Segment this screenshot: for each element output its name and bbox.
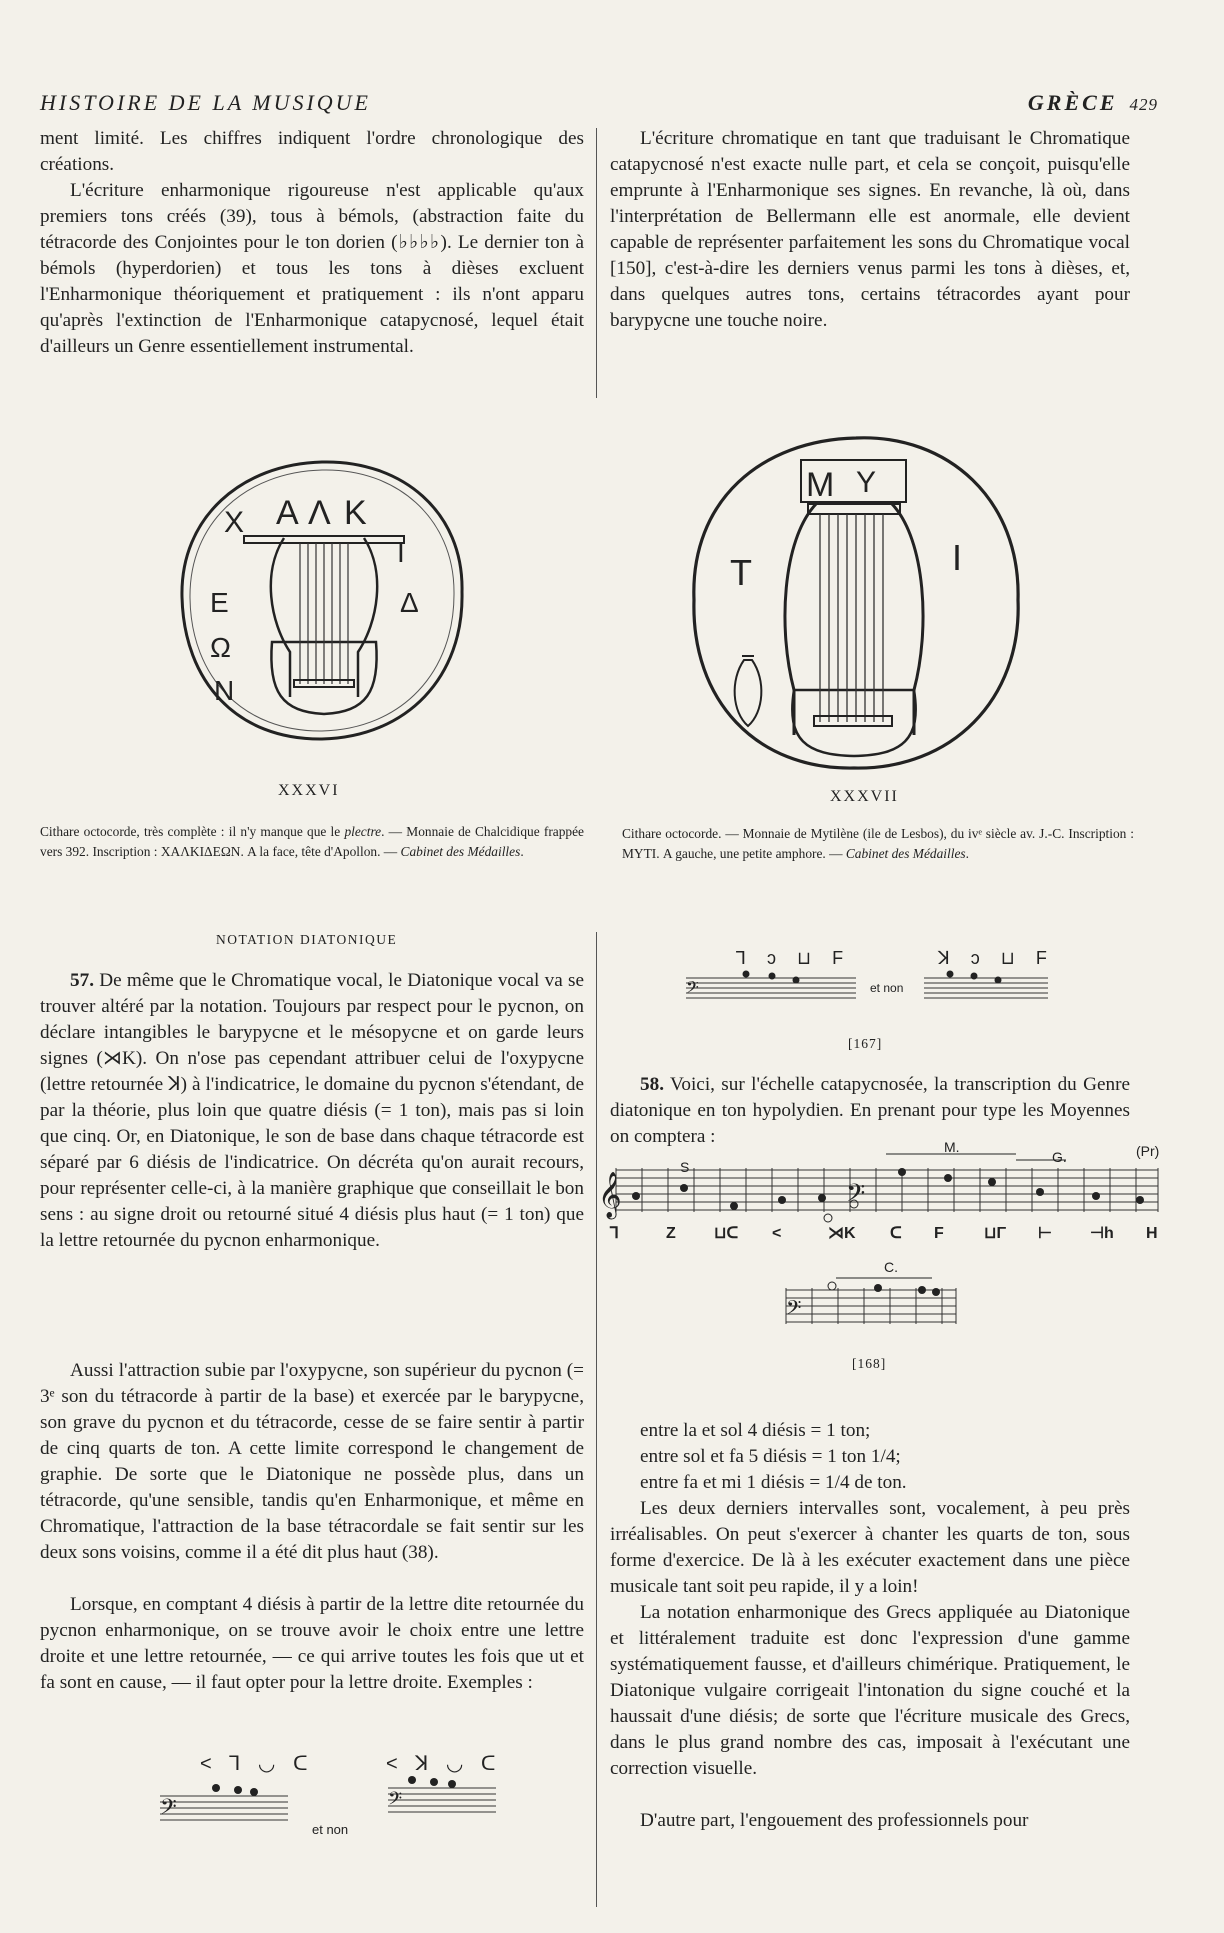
scale-mark: G.: [1052, 1149, 1067, 1165]
running-header-title: HISTOIRE DE LA MUSIQUE: [40, 90, 371, 115]
scale-sign: H: [1146, 1225, 1158, 1242]
scale-mark: S: [680, 1159, 690, 1175]
coin-letter: Υ: [856, 466, 877, 499]
scale-sign: Z: [666, 1225, 676, 1242]
figure-label-167: [167]: [848, 1036, 883, 1051]
scale-sign: <: [772, 1225, 782, 1242]
coin-letter: Τ: [730, 552, 752, 593]
scale-mark: M.: [944, 1139, 960, 1155]
scale-sign: ꓶ: [610, 1225, 619, 1242]
coin-letter: Α: [276, 494, 299, 532]
greek-signs: < ꓘ ◡ ᑕ: [386, 1753, 502, 1775]
greek-signs: ꓘ ɔ ⊔ F: [938, 948, 1055, 968]
paragraph-notation: La notation enharmonique des Grecs appliquée au Diatonique et littéralement traduite est donc l'expression d'une gamme systématiquement fausse, et d'ailleurs chimérique. Pratiquement, le Diatonique vulgaire corrigeait l'intonation du signe couché et la haussait d'une diésis; de sorte que l'écriture musicale des Grecs, dans le plus grand nombre des cas, imposait à l'exécutant une correction visuelle.: [610, 1602, 1130, 1779]
svg-text:𝄢: 𝄢: [846, 1180, 866, 1213]
coin-xxxvi-illustration: [172, 452, 472, 747]
column-rule-bottom: [596, 932, 597, 1907]
music-example-167: [676, 942, 1096, 1012]
caption-xxxvi: Cithare octocorde, très complète : il n'y manque que le plectre. — Monnaie de Chalcidique frappée vers 392. Inscription : ΧΑΛΚΙΔΕΩΝ. A la face, tête d'Apollon. — Cabinet des Médailles.: [40, 824, 585, 859]
svg-text:𝄢: 𝄢: [686, 979, 699, 1001]
caption-text: . — Monnaie de Chalcidique frappée vers 392. Inscription : ΧΑΛΚΙΔΕΩΝ. A la face, tête d'Apollon. —: [40, 824, 585, 859]
paragraph-autre-part: D'autre part, l'engouement des professionnels pour: [640, 1810, 1029, 1831]
column-rule-top: [596, 128, 597, 398]
scale-mark: C.: [884, 1259, 898, 1275]
et-non-label: et non: [312, 1822, 349, 1837]
interval-item: entre la et sol 4 diésis = 1 ton;: [640, 1420, 871, 1441]
caption-italic: Cabinet des Médailles: [845, 846, 966, 861]
paragraph-enharmonic: L'écriture enharmonique rigoureuse n'est applicable qu'aux premiers tons créés (39), tous à bémols, (abstraction faite du tétracorde des Conjointes pour le ton dorien (♭♭♭♭). Le dernier ton à bémols (hyperdorien) et tous les tons à dièses excluent l'Enharmonique théoriquement et pratiquement : ils n'ont apparu qu'après l'extinction de l'Enharmonique catapycnosé, lequel était d'ailleurs un Genre essentiellement instrumental.: [40, 180, 584, 357]
coin-letter: Ι: [952, 537, 963, 578]
scale-sign: ⊢: [1038, 1225, 1052, 1242]
paragraph-top-left: ment limité. Les chiffres indiquent l'ordre chronologique des créations.: [40, 128, 584, 175]
coin-letter: Ι: [397, 537, 405, 568]
paragraph-text: De même que le Chromatique vocal, le Diatonique vocal va se trouver altéré par la notation. Toujours par respect pour le pycnon, on déclare intangibles le barypycne et le mésopycne et on garde leurs signes (⋊K). On n'ose pas cependant attribuer celui de l'oxypycne (lettre retournée ꓘ) à l'indicatrice, le domaine du pycnon s'étendant, de par la théorie, plus loin que quatre diésis (= 1 ton), mais pas si loin que cinq. Or, en Diatonique, le son de base dans chaque tétracorde est séparé par 6 diésis de l'indicatrice. On décréta qu'on aurait recours, pour représenter celle-ci, à la manière graphique que conseillait le bon sens : au signe droit ou retourné situé 4 diésis plus haut (= 1 ton) que la lettre retournée du pycnon enharmonique.: [40, 970, 584, 1251]
page-number: 429: [1129, 95, 1158, 114]
caption-italic: Cabinet des Médailles: [400, 844, 521, 859]
paragraph-text: Voici, sur l'échelle catapycnosée, la transcription du Genre diatonique en ton hypolydien. En prenant pour type les Moyennes on comptera :: [610, 1074, 1130, 1147]
section-title: NOTATION DIATONIQUE: [216, 932, 398, 947]
paragraph-deux-derniers: Les deux derniers intervalles sont, vocalement, à peu près irréalisables. On peut s'exercer à chanter les quarts de ton, sous forme d'exercice. De là à les exécuter exactement dans une pièce musicale tant soit peu rapide, il y a loin!: [610, 1498, 1130, 1597]
coin-letter: Χ: [224, 506, 245, 539]
paragraph-number: 57.: [70, 970, 94, 991]
running-header-section: [1028, 90, 1158, 116]
coin-letter: Ε: [210, 587, 229, 618]
interval-list: [610, 1418, 1130, 1496]
interval-item: entre fa et mi 1 diésis = 1/4 de ton.: [640, 1472, 907, 1493]
scale-sign: ᑕ: [890, 1225, 902, 1242]
scale-sign: ⊣h: [1090, 1225, 1114, 1242]
scale-sign: ⊔ᑕ: [714, 1225, 739, 1242]
scale-sign: F: [934, 1225, 944, 1242]
caption-xxxvii: Cithare octocorde. — Monnaie de Mytilène (ile de Lesbos), du ivᵉ siècle av. J.-C. Inscription : ΜΥΤΙ. A gauche, une petite amphore. — Cabinet des Médailles.: [622, 826, 1134, 861]
paragraph-aussi: Aussi l'attraction subie par l'oxypycne, son supérieur du pycnon (= 3ᵉ son du tétracorde à partir de la base) et exercée par le barypycne, son grave du pycnon et du tétracorde, cesse de se faire sentir à partir de cinq quarts de ton. A cette limite correspond le changement de graphie. De sorte que le Diatonique ne possède plus, dans un tétracorde, qu'une sensible, tandis qu'en Enharmonique, et même en Chromatique, l'attraction de la base tétracordale se fait sentir sur les deux sons voisins, comme il a été dit plus haut (38).: [40, 1360, 584, 1563]
paragraph-57: [40, 968, 584, 1254]
coin-letter: Λ: [308, 494, 331, 532]
coin-letter: Ω: [210, 632, 231, 663]
coin-letter: Κ: [344, 494, 367, 532]
caption-text: Cithare octocorde, très complète : il n'y manque que le: [40, 824, 345, 839]
et-non-label: et non: [870, 981, 904, 995]
svg-text:𝄞: 𝄞: [598, 1173, 622, 1217]
coin-xxxvii-illustration: [686, 430, 1026, 775]
svg-text:𝄢: 𝄢: [388, 1788, 403, 1813]
section-name: GRÈCE: [1027, 90, 1118, 115]
figure-number-xxxvii: XXXVII: [830, 788, 899, 805]
paragraph-chromatic: L'écriture chromatique en tant que traduisant le Chromatique catapycnosé n'est exacte nulle part, et cela se conçoit, puisqu'elle emprunte à l'Enharmonique ses signes. En revanche, là où, dans l'interprétation de Bellermann elle est anormale, elle devient capable de représenter parfaitement les sons du Chromatique vocal [150], c'est-à-dire les derniers venus parmi les tons à dièses, et, dans quelques autres tons, certains tétracordes ayant pour barypycne une touche noire.: [610, 128, 1130, 331]
coin-letter: Ν: [214, 675, 235, 706]
greek-signs: < ꓶ ◡ ᑕ: [200, 1753, 314, 1775]
svg-text:𝄢: 𝄢: [160, 1794, 177, 1824]
paragraph-lorsque: Lorsque, en comptant 4 diésis à partir de la lettre dite retournée du pycnon enharmonique, on se trouve avoir le choix entre une lettre droite et une lettre retournée, — ce qui arrive toutes les fois que ut et fa sont en cause, — il faut opter pour la lettre droite. Exemples :: [40, 1594, 584, 1693]
interval-item: entre sol et fa 5 diésis = 1 ton 1/4;: [640, 1446, 901, 1467]
svg-text:𝄢: 𝄢: [786, 1297, 802, 1324]
coin-letter: Μ: [806, 466, 835, 504]
music-example-bottom: [160, 1750, 540, 1840]
caption-italic: plectre: [344, 824, 382, 839]
greek-signs: ꓶ ɔ ⊔ F: [736, 948, 852, 968]
coin-letter: Δ: [400, 587, 419, 618]
scale-mark: (Pr): [1136, 1143, 1160, 1159]
scale-sign: ⊔Γ: [984, 1225, 1007, 1242]
figure-label-168: [168]: [852, 1356, 887, 1371]
paragraph-number: 58.: [640, 1074, 664, 1095]
scale-sign: ⋊K: [828, 1225, 856, 1242]
figure-number-xxxvi: XXXVI: [278, 782, 340, 799]
caption-text: Cithare octocorde. — Monnaie de Mytilène (ile de Lesbos), du ivᵉ siècle av. J.-C. Inscription : ΜΥΤΙ. A gauche, une petite amphore. —: [622, 826, 1134, 861]
